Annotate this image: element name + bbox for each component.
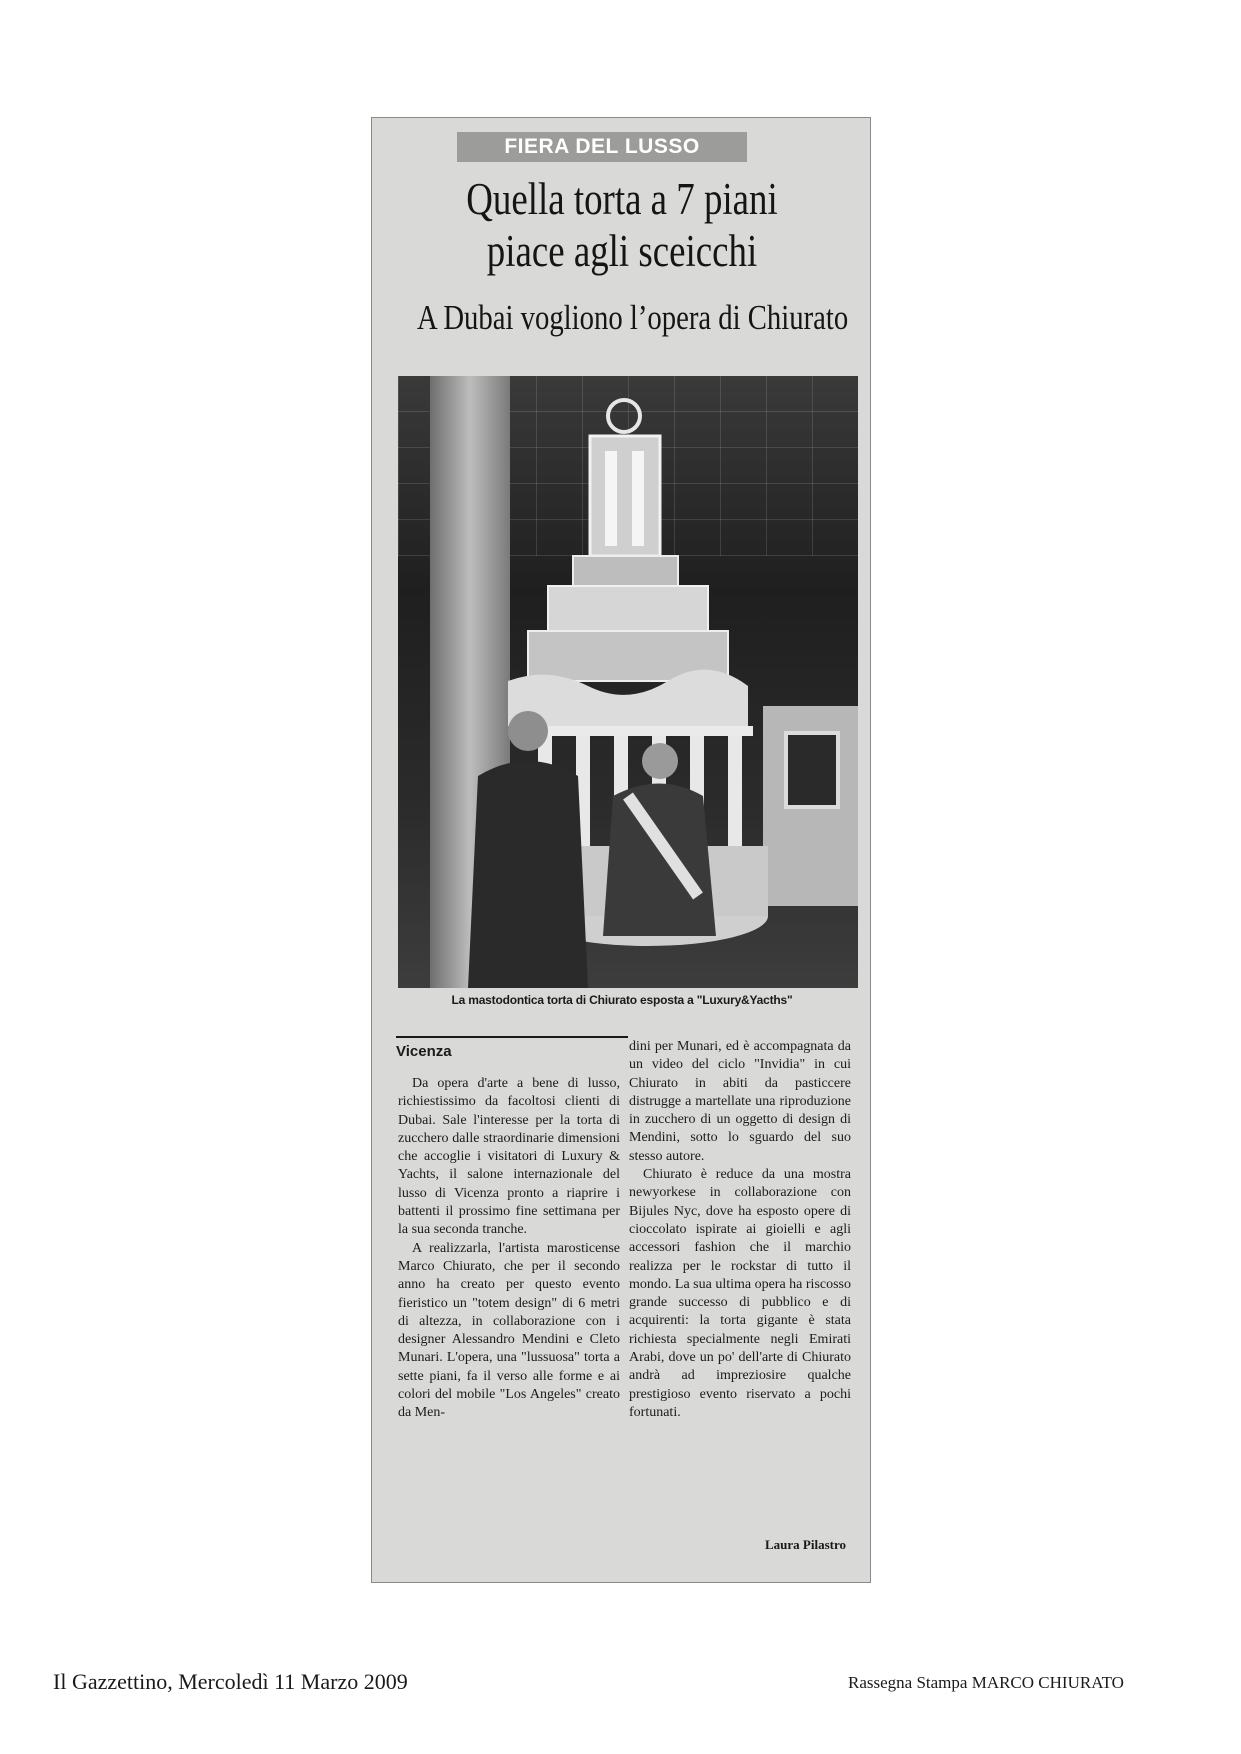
newspaper-clipping <box>371 117 871 1583</box>
kicker-label: FIERA DEL LUSSO <box>457 132 747 162</box>
man-head <box>508 711 548 751</box>
article-photo <box>398 376 858 988</box>
woman-body <box>603 784 716 937</box>
cake-pillar <box>728 736 742 846</box>
headline <box>425 173 819 277</box>
byline: Laura Pilastro <box>764 1537 846 1552</box>
cake-tier-top-stripe-right <box>632 451 644 546</box>
subheadline: A Dubai vogliono l’opera di Chiurato <box>417 298 849 337</box>
section-label: Vicenza <box>396 1043 452 1060</box>
cake-tier-top-stripe-left <box>605 451 617 546</box>
collection-footer: Rassegna Stampa MARCO CHIURATO <box>848 1673 1124 1692</box>
source-footer: Il Gazzettino, Mercoledì 11 Marzo 2009 <box>53 1669 408 1694</box>
section-header <box>396 1036 628 1062</box>
cake-sculpture-illustration <box>398 376 858 988</box>
article-paragraph-1: Da opera d'arte a bene di lusso, richiestissimo da facoltosi clienti di Dubai. Sale l'interesse per la torta di zucchero dalle straordinarie dimensioni che accoglie i visitatori di Luxury & Yachts, il salone internazionale del lusso di Vicenza pronto a riaprire i battenti il prossimo fine settimana per la sua seconda tranche. <box>398 1076 620 1238</box>
headline-line-2: piace agli sceicchi <box>486 226 758 276</box>
cake-topper <box>608 400 640 432</box>
cake-tier-3 <box>548 586 708 631</box>
man-body <box>468 761 588 988</box>
article-paragraph-2-visible: A realizzarla, l'artista marosticense Marco Chiurato, che per il secondo anno ha creato per questo evento fieristico un "totem design" di 6 metri di altezza, in collaborazione con i designer Alessandro Mendini e Cleto Munari. L'opera, una "lussuosa" torta a sette piani, fa il verso alle forme e ai colori del mobile "Los Angeles" creato da Men- <box>398 1240 620 1421</box>
photo-caption: La mastodontica torta di Chiurato esposta a "Luxury&Yacths" <box>451 993 793 1007</box>
article-column-2 <box>629 1038 851 1422</box>
headline-line-1: Quella torta a 7 piani <box>466 174 778 224</box>
cake-tier-6-top <box>523 726 753 736</box>
cake-tier-top <box>590 436 660 556</box>
cake-tier-2 <box>573 556 678 586</box>
article-paragraph-4: Chiurato è reduce da una mostra newyorkese in collaborazione con Bijules Nyc, dove ha esposto opere di cioccolato ispirate ai gioielli e agli accessori fashion che il marchio realizza per le rockstar di tutto il mondo. La sua ultima opera ha riscosso grande successo di pubblico e di acquirenti: la torta gigante è stata richiesta specialmente negli Emirati Arabi, dove un po' dell'arte di Chiurato andrà ad impreziosire qualche prestigioso evento riservato a pochi fortunati. <box>629 1167 852 1420</box>
article-paragraph-3: dini per Munari, ed è accompagnata da un video del ciclo "Invidia" in cui Chiurato in abiti da pasticcere distrugge a martellate una riproduzione in zucchero di un oggetto di design di Mendini, sotto lo sguardo del suo stesso autore. <box>629 1039 851 1164</box>
woman-head <box>642 743 678 779</box>
article-column-1 <box>398 1075 620 1423</box>
